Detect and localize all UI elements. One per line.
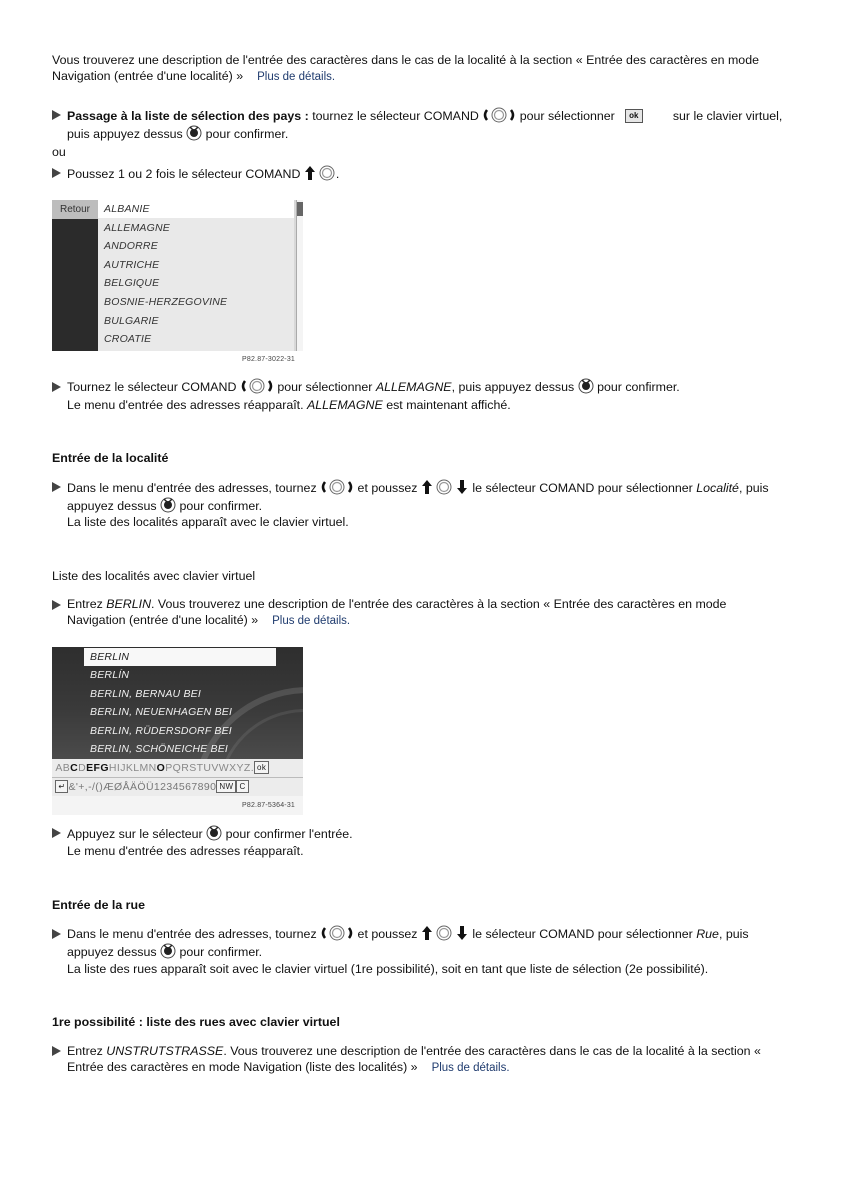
country-list-item[interactable]: BOSNIE-HERZEGOVINE (104, 296, 228, 308)
city-list-item[interactable]: BERLIN (84, 648, 276, 666)
intro-line-2: Navigation (entrée d'une localité) » Plus de détails. (52, 69, 336, 83)
country-list-screen (52, 200, 303, 351)
comand-rotate-icon (320, 925, 354, 941)
scrollbar[interactable] (296, 200, 303, 351)
keyboard-row-letters[interactable]: ABCDEFGHIJKLMNOPQRSTUVWXYZ. ok (52, 759, 303, 777)
city-list-step-line-2: Navigation (entrée d'une localité) » Plus de détails. (67, 613, 351, 627)
city-list-item[interactable]: BERLIN, SCHÖNEICHE BEI (90, 743, 229, 755)
country-list-item[interactable]: CROATIE (104, 333, 152, 346)
street-step-line-2: appuyez dessus pour confirmer. (67, 945, 263, 959)
details-link[interactable]: Plus de détails. (272, 615, 351, 627)
section-heading-option-1: 1re possibilité : liste des rues avec clavier virtuel (52, 1015, 340, 1029)
comand-rotate-icon (320, 479, 354, 495)
or-text: ou (52, 145, 66, 159)
country-list-item[interactable]: ALLEMAGNE (104, 221, 170, 234)
country-list-item[interactable]: ANDORRE (104, 240, 158, 253)
option1-line-2: Entrée des caractères en mode Navigation (liste des localités) » Plus de détails. (67, 1060, 510, 1074)
city-list-item[interactable]: BERLIN, BERNAU BEI (90, 687, 201, 700)
bullet-arrow-icon (52, 382, 61, 392)
bullet-arrow-icon (52, 1046, 61, 1056)
street-step-line-3: La liste des rues apparaît soit avec le clavier virtuel (1re possibilité), soit en tant que liste de sélection (2e possibilité). (67, 962, 709, 976)
country-list-item[interactable]: ALBANIE (98, 200, 294, 218)
country-list (98, 200, 294, 351)
details-link[interactable]: Plus de détails. (431, 1062, 510, 1074)
back-button[interactable]: Retour (52, 200, 98, 219)
confirm-city-line-2: Le menu d'entrée des adresses réapparaît. (67, 844, 304, 858)
scrollbar-thumb[interactable] (297, 202, 303, 216)
city-list (52, 647, 303, 759)
comand-press-icon (160, 497, 176, 513)
figure-caption: P82.87-3022-31 (242, 356, 296, 363)
city-keyboard-screen (52, 647, 303, 815)
city-list-item[interactable]: BERLIN, NEUENHAGEN BEI (90, 706, 233, 719)
street-step-line-1: Dans le menu d'entrée des adresses, tournez et poussez le sélecteur COMAND pour sélectionner Rue, puis (67, 927, 749, 941)
comand-press-icon (186, 125, 202, 141)
section-heading-city: Entrée de la localité (52, 451, 169, 465)
step-country-line-2: puis appuyez dessus pour confirmer. (67, 127, 289, 141)
intro-line-1: Vous trouverez une description de l'entrée des caractères dans le cas de la localité à la section « Entrée des caractères en mode (52, 53, 759, 67)
country-list-item[interactable]: BELGIQUE (104, 277, 160, 290)
city-list-step-line-1: Entrez BERLIN. Vous trouverez une description de l'entrée des caractères à la section « Entrée des caractères en mode (67, 597, 727, 611)
bullet-arrow-icon (52, 600, 61, 610)
comand-push-up-down-icon (421, 479, 469, 495)
city-list-item[interactable]: BERLÍN (90, 669, 130, 682)
option1-line-1: Entrez UNSTRUTSTRASSE. Vous trouverez une description de l'entrée des caractères dans le cas de la localité à la section « (67, 1044, 761, 1058)
bullet-arrow-icon (52, 828, 61, 838)
step-germany-line-2: Le menu d'entrée des adresses réapparaît. ALLEMAGNE est maintenant affiché. (67, 398, 511, 412)
step-germany-line-1: Tournez le sélecteur COMAND pour sélectionner ALLEMAGNE, puis appuyez dessus pour confirmer. (67, 380, 680, 394)
country-list-item[interactable]: AUTRICHE (104, 258, 160, 271)
intro-paragraph (52, 52, 812, 85)
bullet-arrow-icon (52, 168, 61, 178)
comand-rotate-icon (240, 378, 274, 394)
section-heading-street: Entrée de la rue (52, 898, 145, 912)
bullet-arrow-icon (52, 110, 61, 120)
bullet-arrow-icon (52, 482, 61, 492)
comand-press-icon (160, 943, 176, 959)
details-link[interactable]: Plus de détails. (257, 71, 336, 83)
city-step-line-3: La liste des localités apparaît avec le clavier virtuel. (67, 515, 349, 529)
step-country-line-1: Passage à la liste de sélection des pays : tournez le sélecteur COMAND pour sélectionner ok sur le clavier virtuel, (67, 109, 783, 123)
comand-press-icon (206, 825, 222, 841)
comand-push-up-icon (304, 165, 336, 181)
ok-key-icon: ok (625, 109, 643, 123)
city-list-item[interactable]: BERLIN, RÜDERSDORF BEI (90, 724, 232, 737)
figure-caption: P82.87-5364-31 (242, 802, 296, 809)
city-list-heading: Liste des localités avec clavier virtuel (52, 569, 256, 583)
step-country-alt: Poussez 1 ou 2 fois le sélecteur COMAND . (67, 167, 340, 181)
city-step-line-1: Dans le menu d'entrée des adresses, tournez et poussez le sélecteur COMAND pour sélectionner Localité, puis (67, 481, 769, 495)
screen-left-panel (52, 200, 98, 351)
bullet-arrow-icon (52, 929, 61, 939)
clear-key[interactable]: C (236, 780, 248, 793)
confirm-city-line-1: Appuyez sur le sélecteur pour confirmer l'entrée. (67, 827, 353, 841)
keyboard-row-symbols[interactable]: ↵ &'+,-/()ÆØÅÄÖÜ1234567890 NW C (52, 777, 303, 796)
country-list-item[interactable]: BULGARIE (104, 314, 159, 327)
ok-key[interactable]: ok (254, 761, 269, 774)
enter-key[interactable]: ↵ (55, 780, 68, 793)
comand-push-up-down-icon (421, 925, 469, 941)
comand-press-icon (578, 378, 594, 394)
comand-rotate-icon (482, 107, 516, 123)
mode-key[interactable]: NW (216, 780, 236, 793)
city-step-line-2: appuyez dessus pour confirmer. (67, 499, 263, 513)
